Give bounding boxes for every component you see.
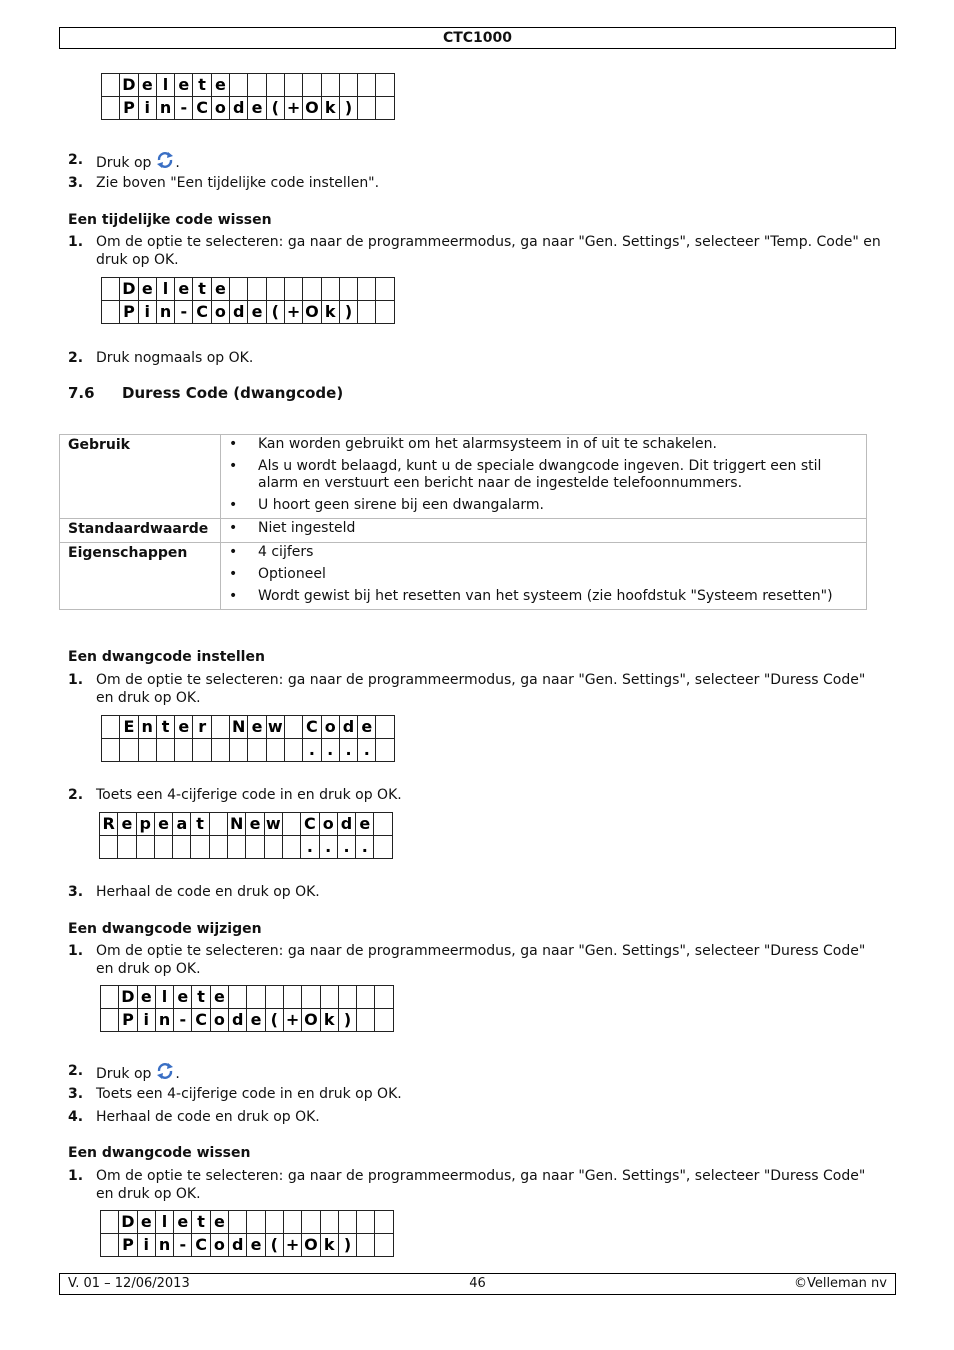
lcd-cell [230,739,248,762]
lcd-cell: e [358,716,376,739]
lcd-cell [283,986,301,1009]
lcd-cell: k [320,1234,338,1257]
lcd-cell [375,986,393,1009]
lcd-display [100,985,394,1032]
lcd-cell [284,739,302,762]
lcd-cell: e [248,716,266,739]
lcd-cell: E [120,716,138,739]
lcd-cell: e [154,813,172,836]
lcd-cell: t [193,74,211,97]
lcd-cell: d [230,301,248,324]
lcd-cell [321,278,339,301]
lcd-cell: e [247,1009,265,1032]
lcd-cell: C [193,97,211,120]
lcd-cell: a [173,813,191,836]
lcd-cell [282,836,300,859]
lcd-cell [248,278,266,301]
lcd-cell [266,739,284,762]
lcd-cell [376,716,394,739]
list-item: • Kan worden gebruikt om het alarmsysteem in of uit te schakelen. [229,436,717,452]
lcd-cell [339,74,357,97]
lcd-cell [338,986,356,1009]
lcd-cell: d [339,716,357,739]
lcd-cell [374,813,392,836]
lcd-row [100,813,393,836]
lcd-cell [376,74,394,97]
page-footer [59,1273,896,1295]
copyright: ©Velleman nv [793,1276,887,1291]
list-item: • U hoort geen sirene bij een dwangalarm. [229,497,545,513]
lcd-cell: n [155,1009,173,1032]
subheading: Een dwangcode wijzigen [68,921,262,937]
lcd-cell [102,739,120,762]
document-title: CTC1000 [442,30,513,46]
lcd-cell [228,836,246,859]
lcd-cell: k [321,97,339,120]
lcd-cell: O [303,301,321,324]
lcd-cell [102,278,120,301]
subheading: Een dwangcode instellen [68,649,265,665]
lcd-cell: C [192,1234,210,1257]
list-item: • Als u wordt belaagd, kunt u de speciale dwangcode ingeven. Dit triggert een stil alarm en verstuurt een bericht naar de ingestelde telefoonnummers. [229,458,822,491]
lcd-cell [248,739,266,762]
lcd-cell [284,74,302,97]
lcd-cell [248,74,266,97]
lcd-cell [357,1234,375,1257]
lcd-cell: e [137,986,155,1009]
lcd-cell: e [137,1211,155,1234]
lcd-cell [358,301,376,324]
lcd-cell [102,97,120,120]
subheading: Een dwangcode wissen [68,1145,251,1161]
lcd-cell [246,836,264,859]
lcd-cell [375,1211,393,1234]
table-row: Gebruik • Kan worden gebruikt om het alarmsysteem in of uit te schakelen. • Als u wordt belaagd, kunt u de speciale dwangcode ingeven. Dit triggert een stil alarm en verstuurt een bericht naar de ingestelde telefoonnummers. • U hoort geen sirene bij een dwangalarm. [60,435,867,519]
lcd-cell [358,97,376,120]
lcd-display [101,277,395,324]
lcd-cell [303,278,321,301]
lcd-cell: e [175,716,193,739]
lcd-cell [102,716,120,739]
lcd-cell: k [321,301,339,324]
lcd-cell: e [118,813,136,836]
version-date: V. 01 – 12/06/2013 [68,1276,190,1291]
lcd-cell: . [303,739,321,762]
lcd-cell: o [210,1234,228,1257]
info-table [59,434,867,610]
lcd-cell: e [174,986,192,1009]
table-row: Eigenschappen • 4 cijfers • Optioneel • Wordt gewist bij het resetten van het systeem (zie hoofdstuk "Systeem resetten") [60,543,867,610]
lcd-cell: . [358,739,376,762]
table-row: Standaardwaarde • Niet ingesteld [60,519,867,543]
lcd-cell [247,986,265,1009]
lcd-cell: ( [265,1009,283,1032]
lcd-cell [357,986,375,1009]
lcd-cell: C [192,1009,210,1032]
lcd-cell [376,739,394,762]
lcd-cell: o [211,97,229,120]
lcd-cell: C [301,813,319,836]
lcd-cell: ) [338,1009,356,1032]
lcd-cell: o [211,301,229,324]
lcd-cell: D [120,74,138,97]
refresh-icon [155,1062,175,1080]
lcd-cell [282,813,300,836]
lcd-cell [230,74,248,97]
lcd-cell: n [138,716,156,739]
lcd-cell: - [174,1009,192,1032]
lcd-cell [136,836,154,859]
lcd-cell [376,278,394,301]
lcd-cell: d [229,1009,247,1032]
lcd-cell: o [210,1009,228,1032]
lcd-cell: e [175,278,193,301]
lcd-cell: R [100,813,118,836]
lcd-cell: + [284,97,302,120]
lcd-cell [374,836,392,859]
lcd-cell: o [319,813,337,836]
lcd-cell: e [211,278,229,301]
lcd-cell [154,836,172,859]
lcd-cell [101,1211,119,1234]
lcd-cell: e [247,1234,265,1257]
lcd-cell [102,74,120,97]
lcd-cell [303,74,321,97]
lcd-cell: O [303,97,321,120]
lcd-cell: i [137,1009,155,1032]
lcd-row [102,716,395,739]
lcd-cell [339,278,357,301]
lcd-cell: N [228,813,246,836]
lcd-display [99,812,393,859]
lcd-cell: P [119,1009,137,1032]
refresh-icon [155,151,175,169]
lcd-cell: p [136,813,154,836]
list-item: • Optioneel [229,566,326,582]
lcd-cell [101,1234,119,1257]
lcd-cell [100,836,118,859]
lcd-cell: i [138,97,156,120]
lcd-cell: P [120,301,138,324]
lcd-cell [283,1211,301,1234]
lcd-cell [101,986,119,1009]
lcd-cell: ) [339,301,357,324]
section-heading: 7.6 Duress Code (dwangcode) [68,384,344,402]
page-number: 46 [469,1276,486,1291]
lcd-cell: e [248,97,266,120]
lcd-cell [138,739,156,762]
lcd-cell [102,301,120,324]
lcd-cell: - [175,97,193,120]
lcd-cell: . [356,836,374,859]
lcd-cell: D [120,278,138,301]
lcd-display [100,1210,394,1257]
lcd-cell: n [156,301,174,324]
lcd-cell: + [283,1009,301,1032]
lcd-cell: e [246,813,264,836]
lcd-row [102,301,395,324]
lcd-cell [264,836,282,859]
lcd-cell [211,739,229,762]
lcd-row [102,739,395,762]
lcd-cell: i [138,301,156,324]
lcd-cell: O [302,1234,320,1257]
lcd-cell [320,986,338,1009]
lcd-cell [101,1009,119,1032]
lcd-cell [358,278,376,301]
lcd-cell: r [193,716,211,739]
lcd-row [101,1211,394,1234]
lcd-cell [230,278,248,301]
lcd-cell [302,986,320,1009]
lcd-cell [156,739,174,762]
lcd-row [101,986,394,1009]
lcd-row [101,1009,394,1032]
lcd-row [102,278,395,301]
lcd-row [102,97,395,120]
lcd-cell [120,739,138,762]
lcd-display [101,73,395,120]
lcd-cell: d [337,813,355,836]
lcd-cell: l [156,278,174,301]
lcd-cell [118,836,136,859]
lcd-cell [247,1211,265,1234]
lcd-cell [320,1211,338,1234]
lcd-cell: D [119,1211,137,1234]
lcd-cell [375,1009,393,1032]
lcd-cell: N [230,716,248,739]
lcd-cell [266,74,284,97]
lcd-cell: ) [339,97,357,120]
lcd-cell [191,836,209,859]
lcd-cell [265,986,283,1009]
lcd-cell: C [303,716,321,739]
lcd-cell: ( [266,97,284,120]
lcd-cell: O [302,1009,320,1032]
lcd-cell: . [339,739,357,762]
lcd-cell [357,1211,375,1234]
lcd-cell: l [156,74,174,97]
lcd-display [101,715,395,762]
lcd-cell [358,74,376,97]
lcd-cell: - [174,1234,192,1257]
lcd-cell [209,813,227,836]
lcd-cell [209,836,227,859]
lcd-cell: . [319,836,337,859]
lcd-cell: d [230,97,248,120]
lcd-cell [193,739,211,762]
lcd-cell [376,97,394,120]
page-header [59,27,896,49]
lcd-cell [338,1211,356,1234]
lcd-cell [175,739,193,762]
lcd-cell: . [301,836,319,859]
list-item: • Wordt gewist bij het resetten van het systeem (zie hoofdstuk "Systeem resetten") [229,588,833,604]
lcd-cell: e [210,1211,228,1234]
lcd-cell: t [191,813,209,836]
lcd-cell: e [248,301,266,324]
lcd-cell: e [174,1211,192,1234]
lcd-row [100,836,393,859]
lcd-cell: D [119,986,137,1009]
lcd-cell [284,278,302,301]
lcd-cell [376,301,394,324]
lcd-cell: n [156,97,174,120]
lcd-cell [357,1009,375,1032]
lcd-row [102,74,395,97]
lcd-cell: w [264,813,282,836]
lcd-cell: e [356,813,374,836]
lcd-cell [229,986,247,1009]
lcd-cell [284,716,302,739]
lcd-cell: l [155,986,173,1009]
lcd-cell: e [210,986,228,1009]
lcd-cell: t [193,278,211,301]
lcd-cell: n [155,1234,173,1257]
lcd-cell: e [138,74,156,97]
lcd-cell: e [211,74,229,97]
lcd-cell: + [283,1234,301,1257]
lcd-cell: P [119,1234,137,1257]
lcd-cell: . [321,739,339,762]
lcd-cell: ) [338,1234,356,1257]
lcd-cell [266,278,284,301]
lcd-cell: P [120,97,138,120]
lcd-cell: e [175,74,193,97]
lcd-cell: - [175,301,193,324]
lcd-cell [265,1211,283,1234]
lcd-cell: ( [265,1234,283,1257]
lcd-cell: w [266,716,284,739]
lcd-cell: l [155,1211,173,1234]
lcd-row [101,1234,394,1257]
lcd-cell: t [192,986,210,1009]
lcd-cell: t [156,716,174,739]
list-item: • 4 cijfers [229,544,314,560]
lcd-cell: i [137,1234,155,1257]
lcd-cell: k [320,1009,338,1032]
lcd-cell [375,1234,393,1257]
lcd-cell [321,74,339,97]
lcd-cell: d [229,1234,247,1257]
lcd-cell: . [337,836,355,859]
lcd-cell: + [284,301,302,324]
lcd-cell: C [193,301,211,324]
lcd-cell [229,1211,247,1234]
list-item: • Niet ingesteld [229,520,356,536]
lcd-cell [302,1211,320,1234]
lcd-cell: o [321,716,339,739]
lcd-cell [173,836,191,859]
subheading: Een tijdelijke code wissen [68,212,272,228]
lcd-cell: e [138,278,156,301]
lcd-cell [211,716,229,739]
lcd-cell: t [192,1211,210,1234]
lcd-cell: ( [266,301,284,324]
